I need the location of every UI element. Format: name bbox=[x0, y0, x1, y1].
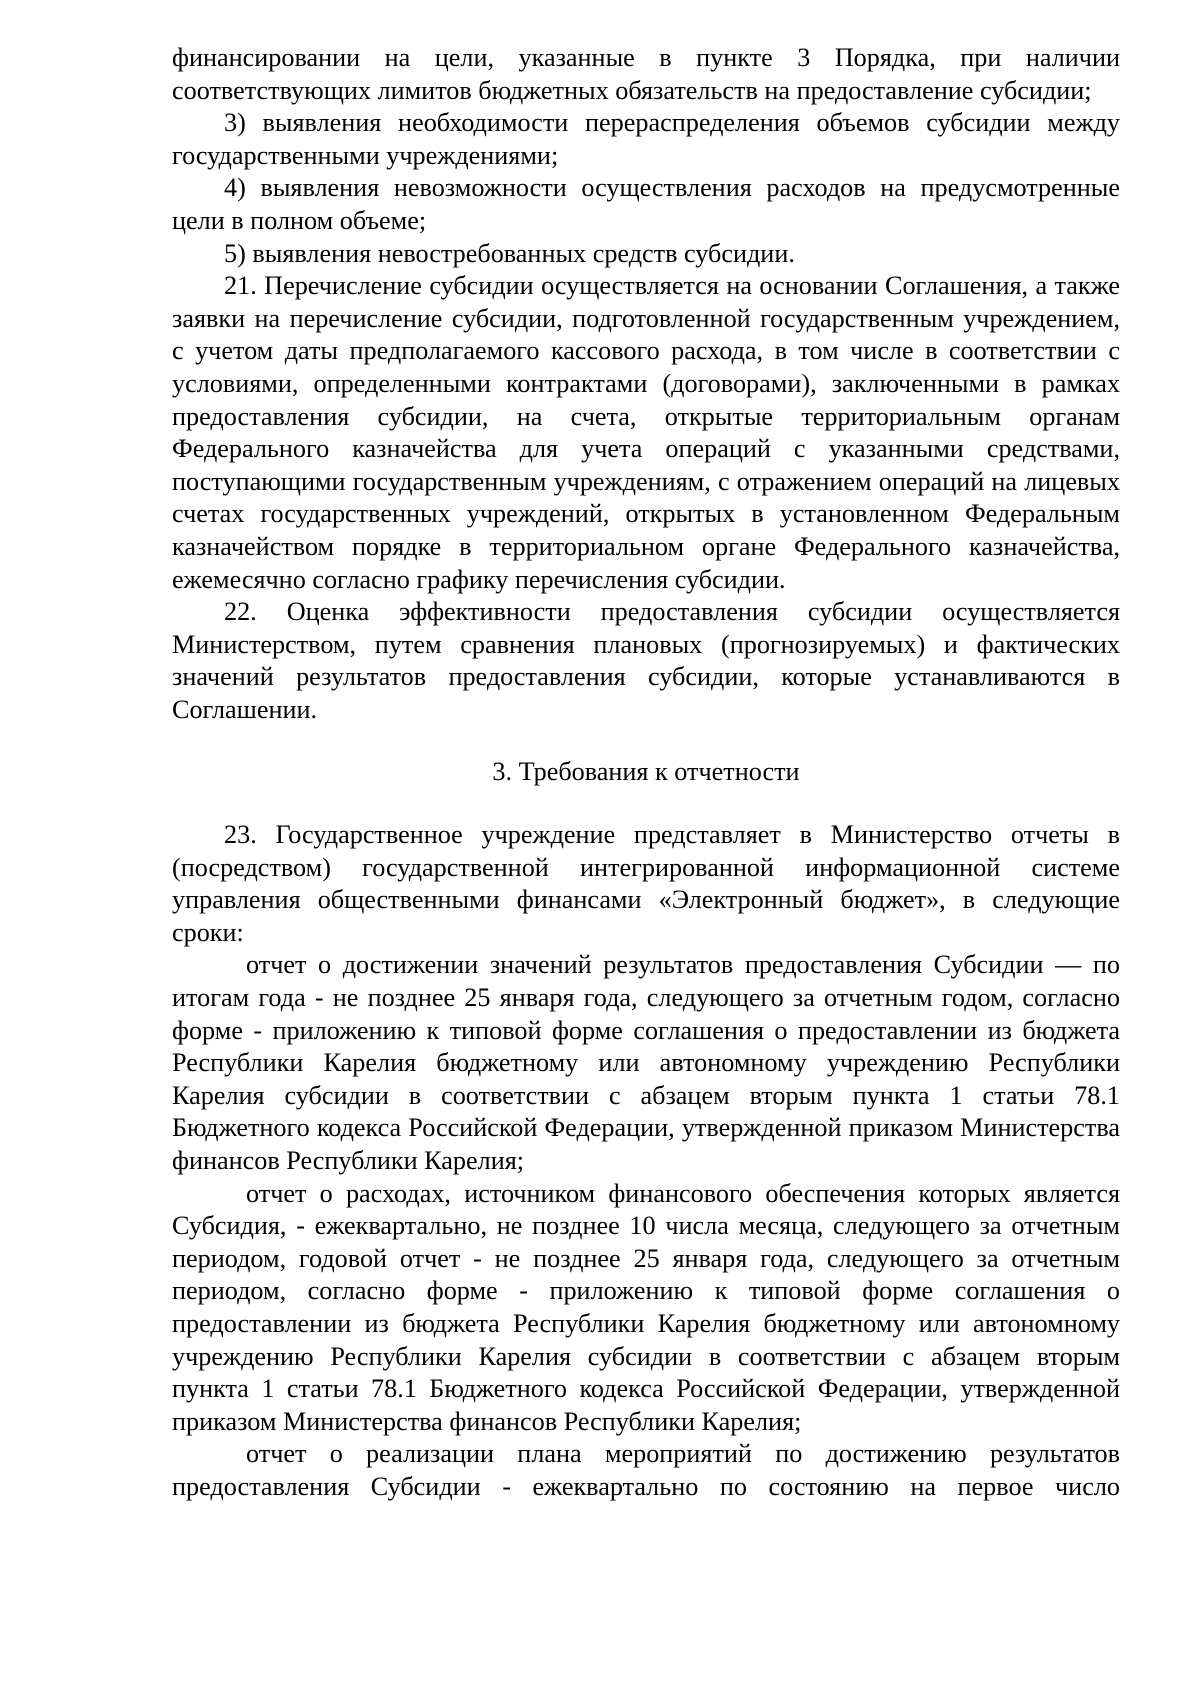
document-page bbox=[172, 42, 1120, 1504]
list-item-3: 3) выявления необходимости перераспределения объемов субсидии между государственными учреждениями; bbox=[172, 108, 1120, 170]
paragraph-continuation: финансировании на цели, указанные в пункте 3 Порядка, при наличии соответствующих лимитов бюджетных обязательств на предоставление субсидии; bbox=[172, 43, 1120, 105]
clause-22: 22. Оценка эффективности предоставления субсидии осуществляется Министерством, путем сравнения плановых (прогнозируемых) и фактических значений результатов предоставления субсидии, которые устанавливаются в Соглашении. bbox=[172, 597, 1120, 724]
list-item-5: 5) выявления невостребованных средств субсидии. bbox=[224, 238, 795, 268]
report-expenses-paragraph: отчет о расходах, источником финансового обеспечения которых является Субсидия, - ежеквартально, не позднее 10 числа месяца, следующего за отчетным периодом, годовой отчет - не позднее 25 января года, следующего за отчетным периодом, согласно форме - приложению к типовой форме соглашения о предоставлении из бюджета Республики Карелия бюджетному или автономному учреждению Республики Карелия субсидии в соответствии с абзацем вторым пункта 1 статьи 78.1 Бюджетного кодекса Российской Федерации, утвержденной приказом Министерства финансов Республики Карелия; bbox=[172, 1178, 1120, 1436]
list-item-4: 4) выявления невозможности осуществления расходов на предусмотренные цели в полном объеме; bbox=[172, 173, 1120, 235]
report-results-paragraph: отчет о достижении значений результатов предоставления Субсидии — по итогам года - не позднее 25 января года, следующего за отчетным годом, согласно форме - приложению к типовой форме соглашения о предоставлении из бюджета Республики Карелия бюджетному или автономному учреждению Республики Карелия субсидии в соответствии с абзацем вторым пункта 1 статьи 78.1 Бюджетного кодекса Российской Федерации, утвержденной приказом Министерства финансов Республики Карелия; bbox=[172, 950, 1120, 1175]
section-heading: 3. Требования к отчетности bbox=[492, 757, 800, 787]
report-plan-paragraph: отчет о реализации плана мероприятий по достижению результатов предоставления Субсидии - ежеквартально по состоянию на первое число bbox=[172, 1439, 1120, 1501]
clause-21: 21. Перечисление субсидии осуществляется на основании Соглашения, а также заявки на перечисление субсидии, подготовленной государственным учреждением, с учетом даты предполагаемого кассового расхода, в том числе в соответствии с условиями, определенными контрактами (договорами), заключенными в рамках предоставления субсидии, на счета, открытые территориальным органам Федерального казначейства для учета операций с указанными средствами, поступающими государственным учреждениям, с отражением операций на лицевых счетах государственных учреждений, открытых в установленном Федеральным казначейством порядке в территориальном органе Федерального казначейства, ежемесячно согласно графику перечисления субсидии. bbox=[172, 271, 1120, 594]
clause-23: 23. Государственное учреждение представляет в Министерство отчеты в (посредством) государственной интегрированной информационной системе управления общественными финансами «Электронный бюджет», в следующие сроки: bbox=[172, 820, 1120, 947]
